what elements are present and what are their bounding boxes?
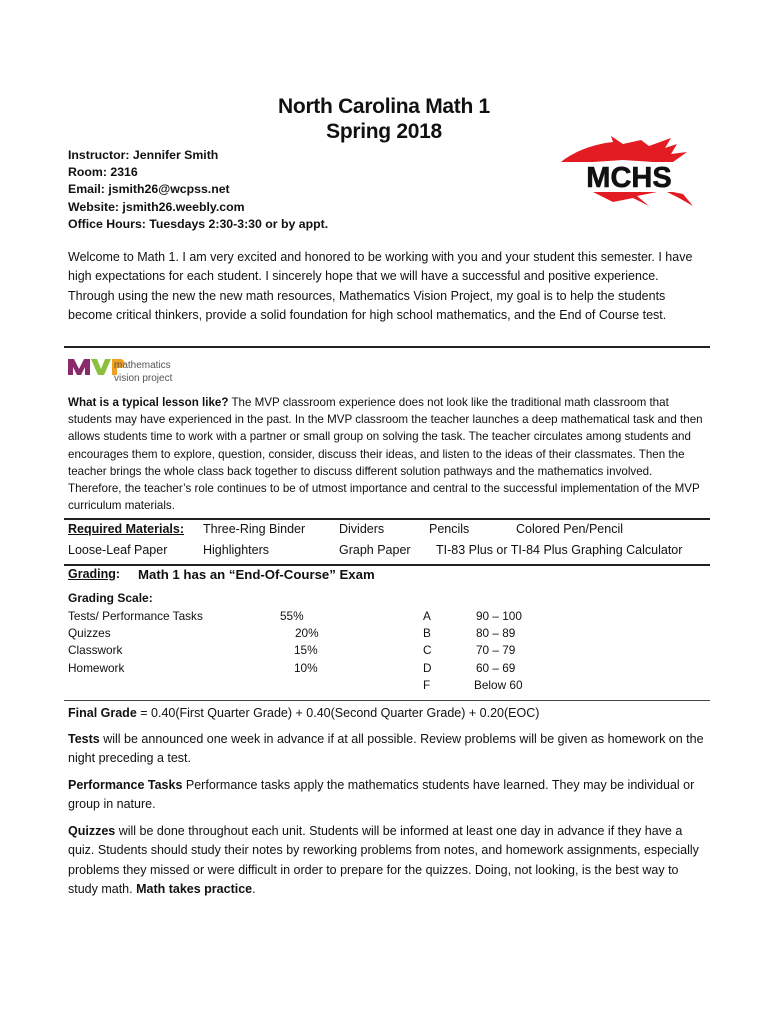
eoc-note: Math 1 has an “End-Of-Course” Exam [138,567,375,582]
tests-paragraph [68,730,708,769]
divider [64,346,710,348]
final-grade [68,704,708,723]
letter-grade: F [423,677,431,692]
welcome-paragraph: Welcome to Math 1. I am very excited and honored to be working with you and your student this semester. I have high expectations for each student. I sincerely hope that we will have a successful and positive experience. Through using the new the new math resources, Mathematics Vision Project, my goal is to help the students become critical thinkers, provide a solid foundation for high school mathematics, and the End of Course test. [68,250,693,323]
mvp-logo-line1: mathematics [114,360,171,371]
grade-range: 80 – 89 [476,626,516,641]
tests-text: will be announced one week in advance if at all possible. Review problems will be given as homework on the night preceding a test. [68,732,704,766]
email-address: Email: jsmith26@wcpss.net [68,182,230,197]
semester-title: Spring 2018 [326,120,442,143]
tests-label: Tests [68,732,100,746]
lesson-question: What is a typical lesson like? [68,396,229,409]
mchs-logo [553,132,703,214]
lesson-text: The MVP classroom experience does not look like the traditional math classroom that students may have experienced in the past. In the MVP classroom the teacher launches a deep mathematical task and then allows students time to work with a partner or small group on solving the task. The teacher circulates among students and encourages them to explore, question, consider, discuss their ideas, and listen to the ideas of their classmates. Then the teacher brings the whole class back together to discuss different solution pathways and the mathematics involved. Therefore, the teacher’s role continues to be of utmost importance and central to the successful implementation of the MVP curriculum materials. [68,396,703,513]
divider [64,564,710,566]
grading-heading [68,567,375,582]
letter-grade: D [423,660,432,675]
material-item: Three-Ring Binder [203,522,306,536]
material-item: Dividers [339,522,385,536]
office-hours: Office Hours: Tuesdays 2:30-3:30 or by appt. [68,216,329,231]
grade-range: 60 – 69 [476,660,516,675]
final-grade-formula: = 0.40(First Quarter Grade) + 0.40(Second Quarter Grade) + 0.20(EOC) [136,706,540,720]
category-name: Quizzes [68,626,111,641]
material-item: Loose-Leaf Paper [68,543,168,557]
category-weight: 20% [295,626,319,641]
mvp-logo-line2: vision project [114,373,173,384]
performance-text: Performance tasks apply the mathematics students have learned. They may be individual or group in nature. [68,778,695,812]
category-name: Tests/ Performance Tasks [68,609,203,623]
grading-label: Grading [68,567,116,581]
quizzes-text: will be done throughout each unit. Students will be informed at least one day in advance if they have a quiz. Students should study their notes by reworking problems from notes, and homework assignments, especially problems they missed or were difficult in order to prepare for the quizzes. Doing, not looking, is the best way to study math. [68,824,699,897]
grade-range: 90 – 100 [476,609,522,623]
divider [64,518,710,520]
material-item: TI-83 Plus or TI-84 Plus Graphing Calculator [436,543,683,557]
material-item: Pencils [429,522,470,536]
grade-range: Below 60 [474,677,523,692]
instructor-name: Instructor: Jennifer Smith [68,148,219,162]
divider [64,700,710,701]
quizzes-paragraph [68,822,708,900]
material-item: Colored Pen/Pencil [516,522,624,536]
letter-grade: A [423,609,431,623]
grading-colon: : [115,567,121,581]
category-name: Homework [68,660,125,675]
final-grade-label: Final Grade [68,706,137,720]
category-name: Classwork [68,643,123,658]
quizzes-label: Quizzes [68,824,116,838]
course-title: North Carolina Math 1 [278,95,490,118]
performance-label: Performance Tasks [68,778,183,792]
mchs-logo-text: MCHS [586,162,672,194]
grading-scale-title: Grading Scale: [68,591,153,605]
website-address: Website: jsmith26.weebly.com [68,199,245,214]
mvp-logo [66,355,196,387]
quizzes-emphasis: Math takes practice [136,882,253,897]
category-weight: 15% [294,643,318,658]
material-item: Graph Paper [339,543,411,557]
category-weight: 55% [280,609,304,623]
grade-range: 70 – 79 [476,643,516,658]
instructor-info [68,147,328,233]
material-item: Highlighters [203,543,270,557]
lesson-description [68,394,708,514]
letter-grade: C [423,643,432,658]
category-weight: 10% [294,660,318,675]
performance-tasks-paragraph [68,776,708,815]
materials-label: Required Materials: [68,522,185,536]
quizzes-end: . [252,882,256,897]
letter-grade: B [423,626,431,641]
room-number: Room: 2316 [68,165,138,180]
